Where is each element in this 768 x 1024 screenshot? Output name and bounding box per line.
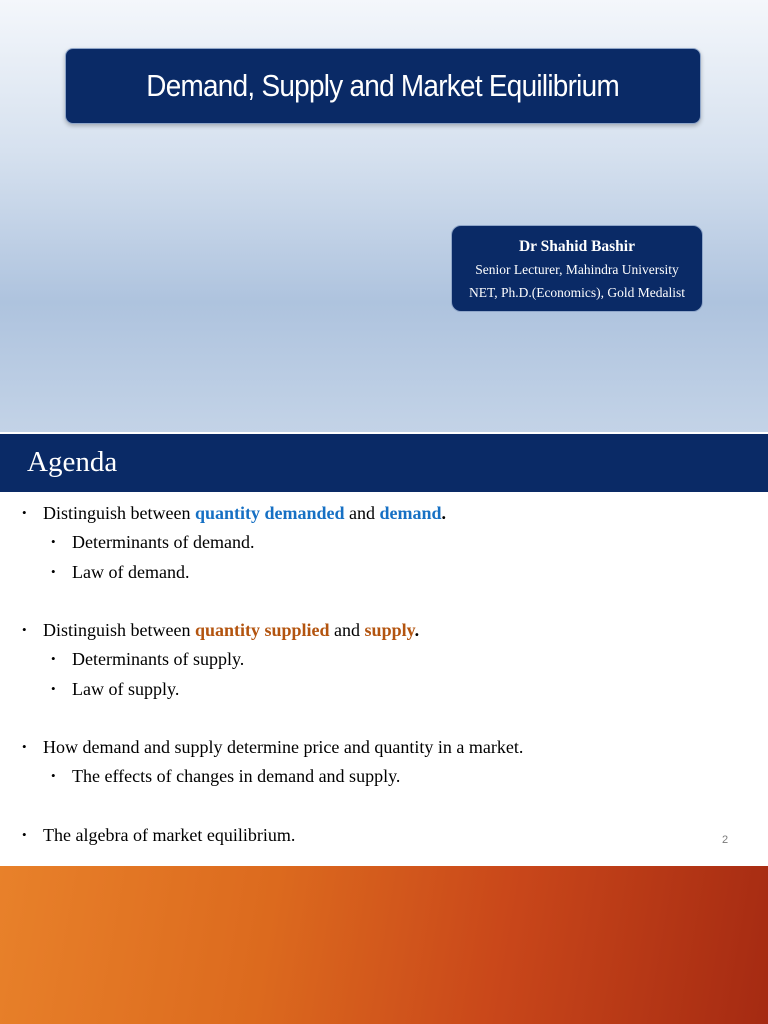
item-text: and [344,503,380,523]
bullet-icon: • [51,768,56,783]
list-item [51,561,190,583]
bullet-icon: • [22,505,27,520]
author-card [451,225,703,312]
title-banner [65,48,701,124]
item-text: How demand and supply determine price and quantity in a market. [43,737,524,757]
list-item [22,502,447,524]
agenda-slide [0,434,768,866]
author-name: Dr Shahid Bashir [518,238,635,255]
term-demand: demand [379,503,442,523]
item-text: . [441,503,447,523]
bullet-icon: • [22,622,27,637]
agenda-header-bar [0,434,768,492]
list-item [22,824,296,846]
slide-title: Demand, Supply and Market Equilibrium [146,68,620,103]
list-item [51,648,245,670]
title-slide [0,0,768,432]
bullet-icon: • [51,651,56,666]
item-text: Distinguish between [43,620,195,640]
item-text: The effects of changes in demand and supply. [72,766,401,786]
item-text: Law of demand. [72,562,190,582]
item-text: Distinguish between [43,503,195,523]
item-text: Law of supply. [72,679,180,699]
item-text: Determinants of supply. [72,649,245,669]
term-quantity-supplied: quantity supplied [194,620,330,640]
author-position: Senior Lecturer, Mahindra University [475,262,679,277]
term-quantity-demanded: quantity demanded [194,503,345,523]
next-slide-preview [0,866,768,1024]
list-item [51,765,401,787]
item-text: . [414,620,420,640]
list-item [22,736,524,758]
item-text: Determinants of demand. [72,532,255,552]
term-supply: supply [364,620,415,640]
item-text: The algebra of market equilibrium. [43,825,296,845]
bullet-icon: • [22,739,27,754]
bullet-icon: • [51,534,56,549]
agenda-heading: Agenda [27,446,118,478]
item-text: and [329,620,365,640]
author-credentials: NET, Ph.D.(Economics), Gold Medalist [468,285,686,300]
bullet-icon: • [51,564,56,579]
list-item [51,531,255,553]
bullet-icon: • [22,827,27,842]
bullet-icon: • [51,681,56,696]
list-item [51,678,180,700]
list-item [22,619,420,641]
page-number: 2 [722,834,729,846]
